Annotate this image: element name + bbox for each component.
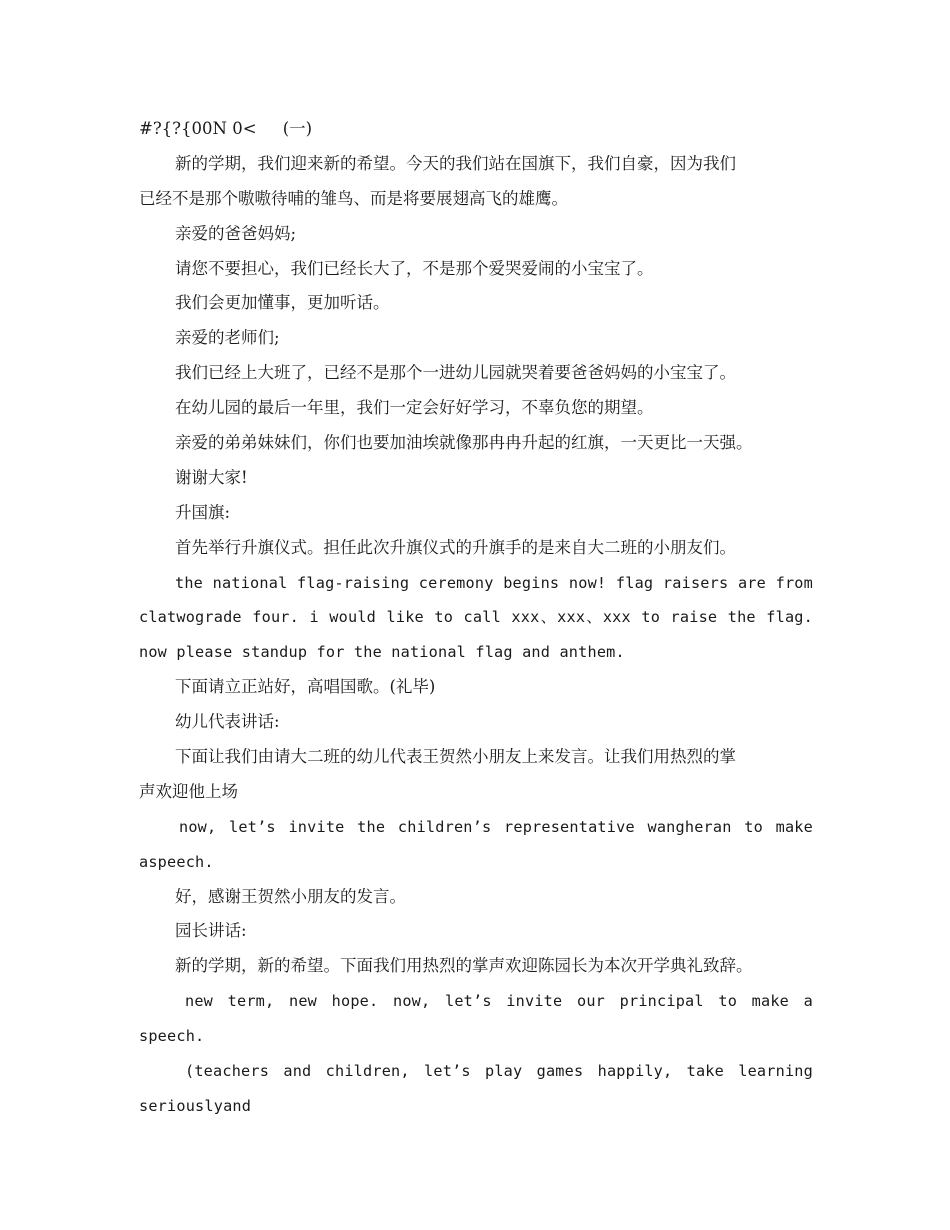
paragraph-line: 亲爱的爸爸妈妈;: [175, 223, 297, 243]
paragraph-line: 下面让我们由请大二班的幼儿代表王贺然小朋友上来发言。让我们用热烈的掌: [175, 747, 736, 767]
paragraph-line: 亲爱的老师们;: [175, 328, 280, 348]
english-line: now please standup for the national flag and anthem.: [139, 643, 625, 662]
paragraph-line: 已经不是那个嗷嗷待哺的雏鸟、而是将要展翅高飞的雄鹰。: [139, 188, 568, 208]
document-heading: #?{?{00N 0< (一): [139, 119, 313, 138]
paragraph-line: 谢谢大家!: [175, 467, 248, 487]
paragraph-line: 我们会更加懂事，更加听话。: [175, 293, 390, 313]
english-line: new term, new hope. now, let’s invite our principal to make a: [185, 992, 813, 1011]
paragraph-line: 声欢迎他上场: [139, 781, 238, 801]
section-label: 幼儿代表讲话:: [175, 712, 280, 732]
english-line: seriouslyand: [139, 1096, 252, 1115]
english-line: clatwograde four. i would like to call xxx、xxx、xxx to raise the flag.: [139, 608, 813, 627]
paragraph-line: 新的学期，新的希望。下面我们用热烈的掌声欢迎陈园长为本次开学典礼致辞。: [175, 956, 753, 976]
paragraph-line: 好，感谢王贺然小朋友的发言。: [175, 886, 406, 906]
english-line: now, let’s invite the children’s representative wangheran to make: [179, 817, 813, 836]
paragraph-line: 首先举行升旗仪式。担任此次升旗仪式的升旗手的是来自大二班的小朋友们。: [175, 537, 736, 557]
paragraph-line: 我们已经上大班了，已经不是那个一进幼儿园就哭着要爸爸妈妈的小宝宝了。: [175, 363, 736, 383]
english-line: speech.: [139, 1027, 205, 1046]
section-label: 升国旗:: [175, 502, 231, 522]
document-body: [139, 118, 813, 1130]
english-line: aspeech.: [139, 852, 214, 871]
english-line: the national flag-raising ceremony begins now! flag raisers are from: [175, 573, 813, 592]
paragraph-line: 请您不要担心，我们已经长大了，不是那个爱哭爱闹的小宝宝了。: [175, 258, 654, 278]
paragraph-line: 在幼儿园的最后一年里，我们一定会好好学习，不辜负您的期望。: [175, 398, 654, 418]
paragraph-line: 新的学期，我们迎来新的希望。今天的我们站在国旗下，我们自豪，因为我们: [175, 153, 736, 173]
english-line: (teachers and children, let’s play games happily, take learning: [185, 1062, 813, 1081]
paragraph-line: 下面请立正站好，高唱国歌。(礼毕): [175, 677, 436, 697]
paragraph-line: 亲爱的弟弟妹妹们，你们也要加油埃就像那冉冉升起的红旗，一天更比一天强。: [175, 433, 753, 453]
section-label: 园长讲话:: [175, 921, 247, 941]
